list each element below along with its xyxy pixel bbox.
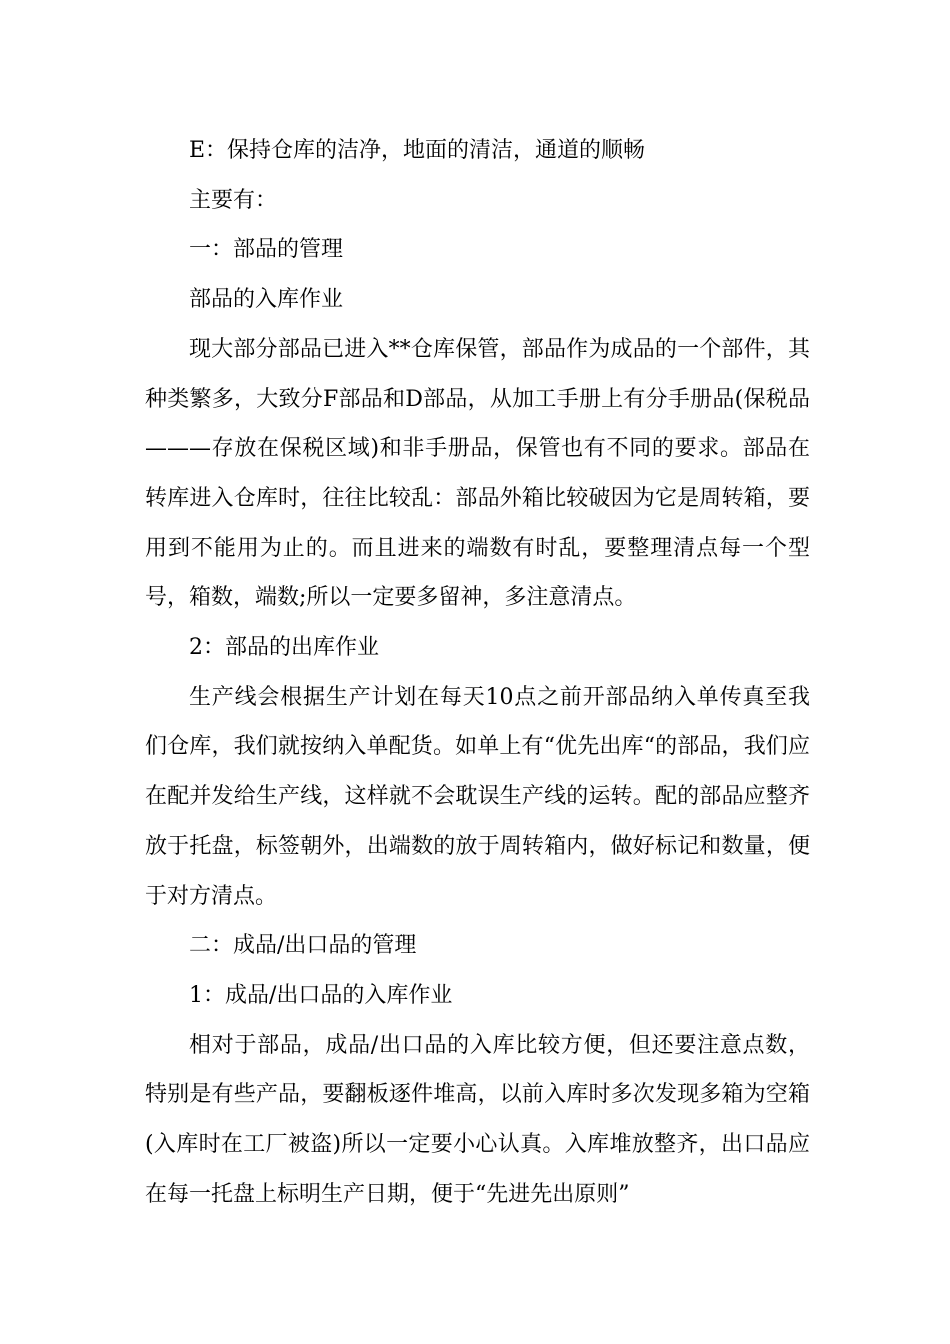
subheading-parts-inbound: 部品的入库作业 — [189, 287, 344, 313]
subheading-parts-outbound: 2：部品的出库作业 — [189, 635, 379, 661]
paragraph-finished-goods-inbound: 相对于部品，成品/出口品的入库比较方便，但还要注意点数，特别是有些产品，要翻板逐件堆高，以前入库时多次发现多箱为空箱(入库时在工厂被盗)所以一定要小心认真。入库堆放整齐，出口品应在每一托盘上标明生产日期，便于“先进先出原则” — [145, 1032, 810, 1207]
paragraph-parts-outbound: 生产线会根据生产计划在每天10点之前开部品纳入单传真至我们仓库，我们就按纳入单配货。如单上有“优先出库“的部品，我们应在配并发给生产线，这样就不会耽误生产线的运转。配的部品应整齐放于托盘，标签朝外，出端数的放于周转箱内，做好标记和数量，便于对方清点。 — [145, 684, 810, 909]
paragraph-parts-inbound: 现大部分部品已进入**仓库保管，部品作为成品的一个部件，其种类繁多，大致分F部品和D部品，从加工手册上有分手册品(保税品———存放在保税区域)和非手册品，保管也有不同的要求。部品在转库进入仓库时，往往比较乱：部品外箱比较破因为它是周转箱，要用到不能用为止的。而且进来的端数有时乱，要整理清点每一个型号，箱数，端数;所以一定要多留神，多注意清点。 — [145, 336, 810, 611]
heading-parts-management: 一：部品的管理 — [189, 237, 344, 263]
paragraph-cleanliness: E：保持仓库的洁净，地面的清洁，通道的顺畅 — [189, 138, 646, 163]
paragraph-main-items: 主要有： — [189, 187, 278, 213]
subheading-finished-goods-inbound: 1：成品/出口品的入库作业 — [189, 982, 453, 1008]
heading-finished-goods-management: 二：成品/出口品的管理 — [189, 933, 417, 959]
document-body — [145, 126, 810, 1219]
